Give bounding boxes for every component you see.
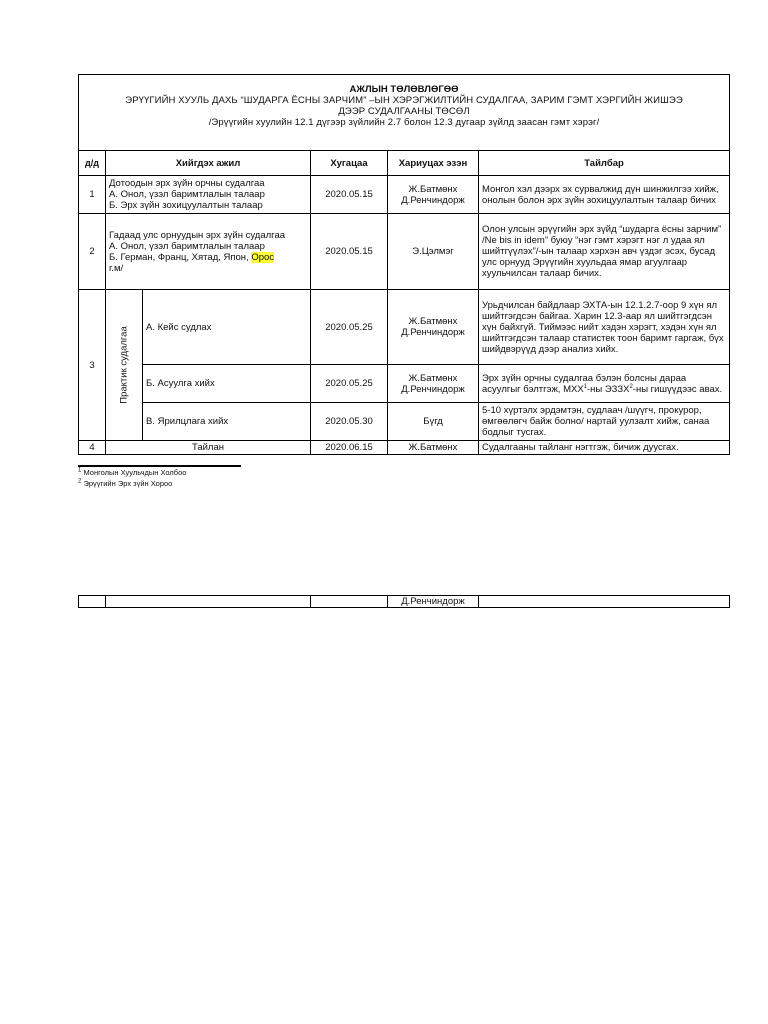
header-note: Тайлбар (479, 151, 730, 176)
row-task (106, 214, 311, 290)
row-deadline: 2020.05.25 (311, 365, 388, 403)
task-line: Гадаад улс орнуудын эрх зүйн судалгаа (109, 229, 286, 241)
doc-title: АЖЛЫН ТӨЛӨВЛӨГӨӨ (349, 84, 459, 95)
row-responsible (388, 176, 479, 214)
empty-cell (79, 596, 106, 608)
row-num: 3 (79, 290, 106, 441)
task-line: Б. Эрх зүйн зохицуулалтын талаар (109, 200, 263, 211)
row-note: Судалгааны тайланг нэгтгэж, бичиж дуусгах. (479, 441, 730, 455)
task-line: Дотоодын эрх зүйн орчны судалгаа (109, 178, 265, 189)
continuation-table (78, 595, 730, 608)
table-row (79, 441, 730, 455)
footnote-mark: 2 (78, 478, 82, 485)
table-row (79, 214, 730, 290)
row-note: Олон улсын эрүүгийн эрх зүйд “шударга ёсны зарчим” /Ne bis in idem” буюу “нэг гэмт хэрэгт нэг л удаа ял шийтгүүлэх”/-ын талаар хэрхэн авч үздэг эсэх, бусад улс орнууд Эрүүгийн хуульдаа ямар агуулгаар хуульчилсан талаар бичих. (479, 214, 730, 290)
note-text: -ны гишүүдээс авах. (632, 383, 723, 395)
row-deadline: 2020.05.30 (311, 403, 388, 441)
row-num: 4 (79, 441, 106, 455)
group-label: Практик судалгаа (118, 326, 130, 404)
responsible-name: Ж.Батмөнх (408, 183, 458, 195)
row-responsible (388, 290, 479, 365)
doc-subtitle-line3: /Эрүүгийн хуулийн 12.1 дүгээр зүйлийн 2.7 болон 12.3 дугаар зүйлд заасан гэмт хэрэг/ (208, 117, 600, 128)
row-deadline: 2020.05.25 (311, 290, 388, 365)
work-plan-table (78, 74, 730, 455)
footnote-separator (78, 465, 241, 467)
row-task (106, 176, 311, 214)
responsible-name: Ж.Батмөнх (408, 372, 458, 384)
highlighted-text: Орос (251, 251, 275, 263)
row-responsible: Ж.Батмөнх (388, 441, 479, 455)
empty-cell (106, 596, 311, 608)
task-line: А. Онол, үзэл баримтлалын талаар (109, 240, 265, 252)
row-responsible (388, 214, 479, 290)
header-responsible: Хариуцах эзэн (388, 151, 479, 176)
group-label-wrap (106, 295, 142, 435)
table-row (79, 290, 730, 365)
footnote-text: Эрүүгийн Эрх зүйн Хороо (83, 479, 173, 488)
doc-subtitle-line2: ДЭЭР СУДАЛГААНЫ ТӨСӨЛ (338, 106, 470, 117)
row-deadline: 2020.05.15 (311, 176, 388, 214)
table-row (79, 176, 730, 214)
row-num: 2 (79, 214, 106, 290)
task-line: г.м/ (109, 262, 124, 274)
row-note (479, 365, 730, 403)
row-task: Тайлан (106, 441, 311, 455)
row-responsible: Д.Ренчиндорж (388, 596, 479, 608)
task-line: А. Онол, үзэл баримтлалын талаар (109, 189, 265, 200)
row-num: 1 (79, 176, 106, 214)
task-line (109, 252, 307, 263)
row-deadline: 2020.06.15 (311, 441, 388, 455)
header-num: д/д (79, 151, 106, 176)
row-responsible (388, 403, 479, 441)
empty-cell (479, 596, 730, 608)
responsible-name: Э.Цэлмэг (412, 246, 454, 257)
responsible-name: Д.Ренчиндорж (401, 383, 465, 395)
footnote-mark: 1 (78, 467, 82, 474)
responsible-name: Бүгд (423, 416, 443, 427)
responsible-name: Д.Ренчиндорж (401, 327, 465, 338)
header-row (79, 151, 730, 176)
footnote-ref: 1 (583, 383, 588, 390)
responsible-name: Д.Ренчиндорж (401, 194, 465, 206)
responsible-name: Ж.Батмөнх (408, 316, 458, 327)
note-text: -ны ЭЗЗХ (587, 383, 630, 395)
row-responsible (388, 365, 479, 403)
footnote-ref: 2 (629, 383, 633, 390)
row-task: Б. Асуулга хийх (143, 365, 311, 403)
group-label-cell (106, 290, 143, 441)
header-task: Хийгдэх ажил (106, 151, 311, 176)
header-deadline: Хугацаа (311, 151, 388, 176)
task-b-text: Б. Герман, Франц, Хятад, Япон, (109, 251, 249, 263)
row-note: Урьдчилсан байдлаар ЭХТА-ын 12.1.2.7-оор 9 хүн ял шийтгэгдсэн байгаа. Харин 12.3-аар ял шийтгэгдсэн хүн байхгүй. Тиймээс нийт хэдэн хэрэгт, хэдэн хүн ял шийтгэгдсэн талаар статистек тоон баримт гаргаж, бүх шийдвэрүүд дээр анализ хийх. (479, 290, 730, 365)
footnote (78, 468, 186, 477)
empty-cell (311, 596, 388, 608)
row-task: А. Кейс судлах (143, 290, 311, 365)
row-deadline: 2020.05.15 (311, 214, 388, 290)
row-task: В. Ярилцлага хийх (143, 403, 311, 441)
title-row (79, 75, 730, 151)
footnote (78, 479, 172, 488)
table-row (79, 596, 730, 608)
footnote-text: Монголын Хуульчдын Холбоо (83, 468, 187, 477)
title-cell (79, 75, 730, 151)
doc-subtitle-line1: ЭРҮҮГИЙН ХУУЛЬ ДАХЬ “ШУДАРГА ЁСНЫ ЗАРЧИМ” –ЫН ХЭРЭГЖИЛТИЙН СУДАЛГАА, ЗАРИМ ГЭМТ ХЭРГИЙН ЖИШЭЭ (125, 95, 683, 106)
table-row (79, 403, 730, 441)
note-text: Эрх зүйн орчны судалгаа бэлэн болсны дараа асуулгыг бэлтгэж, МХХ (482, 372, 687, 395)
table-row (79, 365, 730, 403)
row-note: Монгол хэл дээрх эх сурвалжид дүн шинжилгээ хийж, онолын болон эрх зүйн зохицуулалтын талаар бичих (479, 176, 730, 214)
row-note: 5-10 хүртэлх эрдэмтэн, судлаач /шүүгч, прокурор, өмгөөлөгч байж болно/ нартай уулзалт хийж, санаа бодлыг тусгах. (479, 403, 730, 441)
